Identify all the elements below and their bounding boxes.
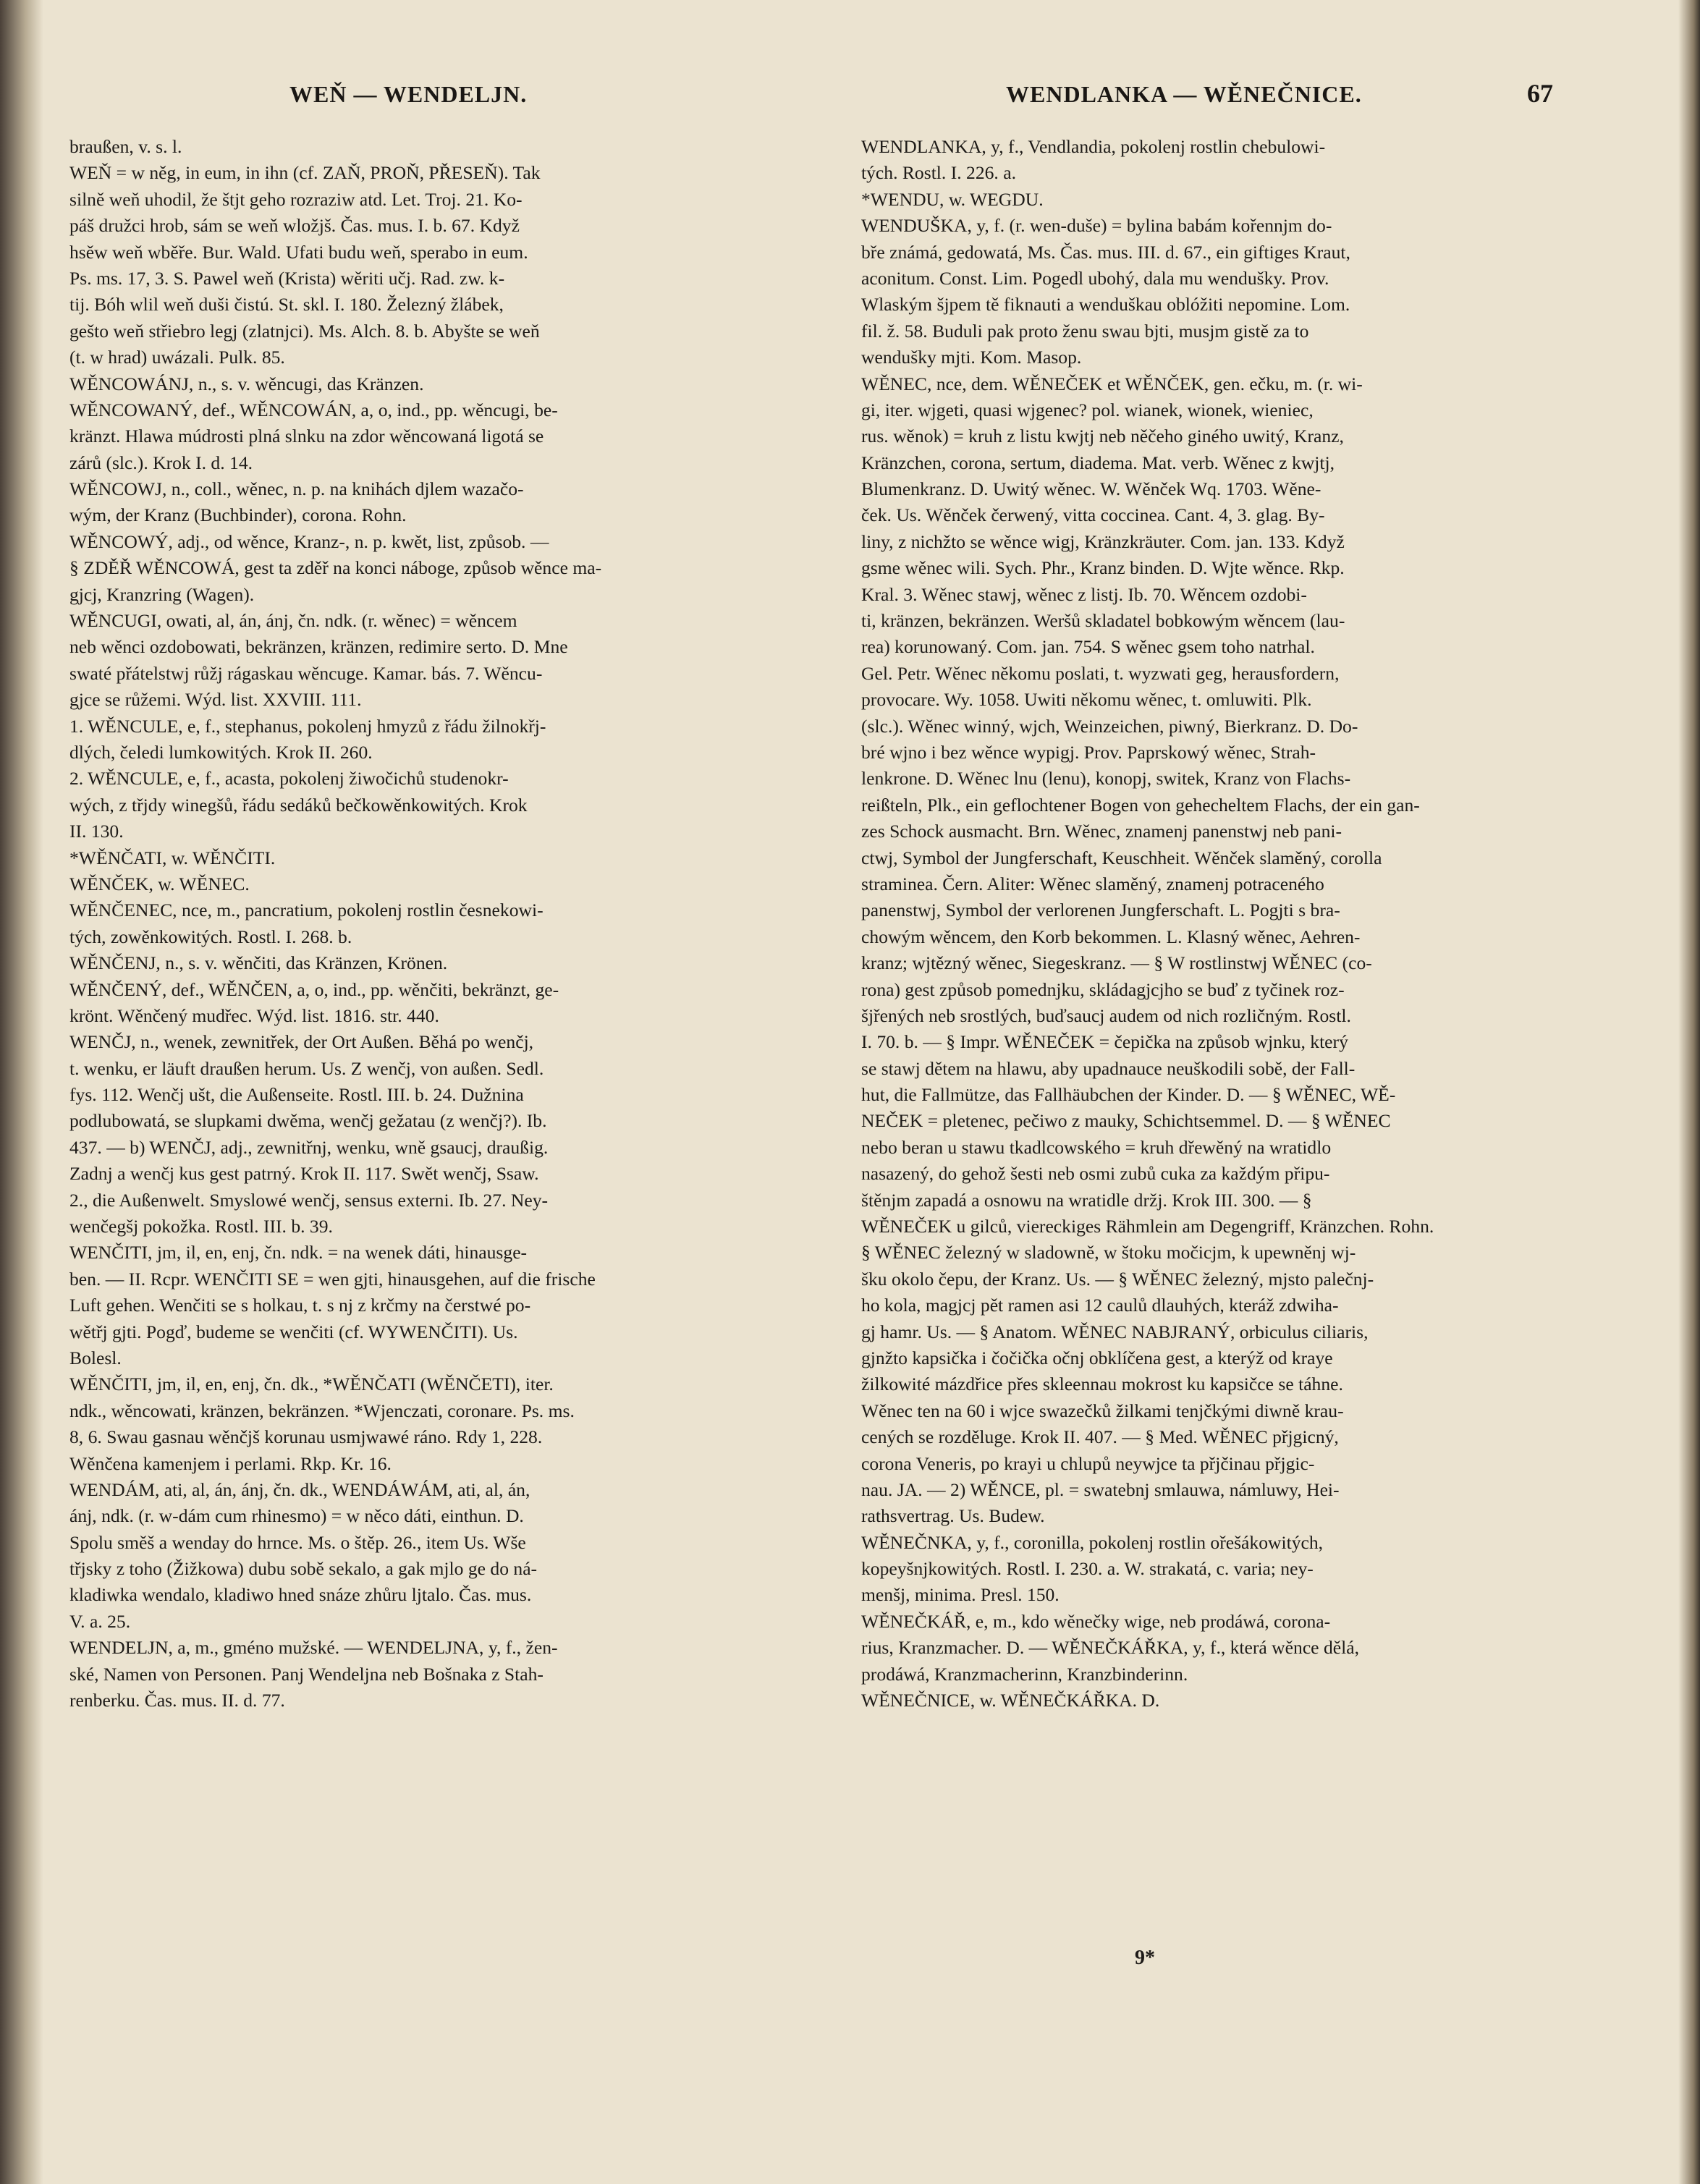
text-line: V. a. 25. — [69, 1610, 131, 1632]
text-line: Zadnj a wenčj kus gest patrný. Krok II. 117. Swět wenčj, Ssaw. — [69, 1163, 539, 1185]
text-line: rona) gest způsob pomednjku, skládagjcjho se buď z tyčinek roz- — [861, 978, 1345, 1000]
text-line: Gel. Petr. Wěnec někomu poslati, t. wyzwati geg, herausfordern, — [861, 662, 1340, 684]
text-line: nebo beran u stawu tkadlcowského = kruh dřewěný na wratidlo — [861, 1136, 1332, 1158]
text-line: Wlaským šjpem tě fiknauti a wenduškau oblóžiti nepomine. Lom. — [861, 294, 1350, 316]
text-line: WENČITI, jm, il, en, enj, čn. ndk. = na wenek dáti, hinausge- — [69, 1242, 528, 1264]
text-line: § WĚNEC železný w sladowně, w štoku močicjm, k upewněnj wj- — [861, 1242, 1356, 1264]
text-line: ti, kränzen, bekränzen. Weršů skladatel bobkowým wěncem (lau- — [861, 610, 1345, 632]
text-line: chowým wěncem, den Korb bekommen. L. Klasný wěnec, Aehren- — [861, 926, 1361, 947]
text-line: nasazený, do gehož šesti neb osmi zubů cuka za každým připu- — [861, 1163, 1330, 1185]
text-line: kränzt. Hlawa múdrosti plná slnku na zdor wěncowaná ligotá se — [69, 426, 544, 447]
text-line: hsěw weň wběře. Bur. Wald. Ufati budu weň, sperabo in eum. — [69, 241, 528, 263]
text-line: třjsky z toho (Žižkowa) dubu sobě sekalo, a gak mjlo ge do ná- — [69, 1558, 538, 1580]
text-line: Wěnec ten na 60 i wjce swazečků žilkami tenjčkými diwně krau- — [861, 1400, 1344, 1421]
text-line: wých, z třjdy winegšů, řádu sedáků bečkowěnkowitých. Krok — [69, 794, 528, 816]
book-spine-shadow — [0, 0, 43, 2184]
text-line: WĚNCUGI, owati, al, án, ánj, čn. ndk. (r. wěnec) = wěncem — [69, 610, 517, 632]
text-line: (slc.). Wěnec winný, wjch, Weinzeichen, piwný, Bierkranz. D. Do- — [861, 715, 1358, 737]
text-line: II. 130. — [69, 821, 124, 842]
text-line: WĚNCOWANÝ, def., WĚNCOWÁN, a, o, ind., pp. wěncugi, be- — [69, 399, 558, 420]
text-line: aconitum. Const. Lim. Pogedl ubohý, dala mu wendušky. Prov. — [861, 267, 1329, 289]
text-line: tých, zowěnkowitých. Rostl. I. 268. b. — [69, 926, 352, 947]
text-line: gsme wěnec wili. Sych. Phr., Kranz binden. D. Wjte wěnce. Rkp. — [861, 557, 1345, 579]
text-line: gj hamr. Us. — § Anatom. WĚNEC NABJRANÝ, orbiculus ciliaris, — [861, 1321, 1369, 1342]
text-line: ček. Us. Wěnček čerwený, vitta coccinea. Cant. 4, 3. glag. By- — [861, 504, 1325, 526]
text-line: WENDUŠKA, y, f. (r. wen-duše) = bylina babám kořennjm do- — [861, 215, 1332, 237]
signature-mark: 9* — [1135, 1947, 1155, 1969]
text-line: kladiwka wendalo, kladiwo hned snáze zhůru ljtalo. Čas. mus. — [69, 1584, 532, 1606]
text-line: wenčegšj pokožka. Rostl. III. b. 39. — [69, 1216, 333, 1237]
text-line: WĚNCOWÁNJ, n., s. v. wěncugi, das Kränzen. — [69, 373, 424, 394]
text-line: 2. WĚNCULE, e, f., acasta, pokolenj žiwočichů studenokr- — [69, 768, 509, 790]
text-line: fil. ž. 58. Buduli pak proto ženu swau bjti, musjm gistě za to — [861, 320, 1309, 342]
text-line: wým, der Kranz (Buchbinder), corona. Rohn. — [69, 504, 407, 526]
text-line: t. wenku, er läuft draußen herum. Us. Z wenčj, von außen. Sedl. — [69, 1057, 544, 1079]
running-head-left: WEŇ — WENDELJN. — [289, 81, 528, 107]
text-line: bře známá, gedowatá, Ms. Čas. mus. III. d. 67., ein giftiges Kraut, — [861, 241, 1350, 263]
text-line: WĚNČENJ, n., s. v. wěnčiti, das Kränzen, Krönen. — [69, 952, 448, 974]
text-line: ho kola, magjcj pět ramen asi 12 caulů dlauhých, kteráž zdwiha- — [861, 1295, 1339, 1316]
text-line: WEŇ = w něg, in eum, in ihn (cf. ZAŇ, PROŇ, PŘESEŇ). Tak — [69, 162, 541, 184]
text-line: WĚNČITI, jm, il, en, enj, čn. dk., *WĚNČATI (WĚNČETI), iter. — [69, 1374, 554, 1395]
text-line: gi, iter. wjgeti, quasi wjgenec? pol. wianek, wionek, wieniec, — [861, 399, 1314, 420]
text-line: Kral. 3. Wěnec stawj, wěnec z listj. Ib. 70. Wěncem ozdobi- — [861, 583, 1307, 605]
text-line: gjnžto kapsička i čočička očnj obklíčena gest, a kterýž od kraye — [861, 1347, 1333, 1368]
page-number: 67 — [1527, 79, 1553, 108]
text-line: štěnjm zapadá a osnowu na wratidle držj. Krok III. 300. — § — [861, 1189, 1312, 1211]
text-line: WĚNEČEK u gilců, viereckiges Rähmlein am Degengriff, Kränzchen. Rohn. — [861, 1216, 1434, 1237]
text-line: tých. Rostl. I. 226. a. — [861, 162, 1016, 184]
text-line: neb wěnci ozdobowati, bekränzen, kränzen, redimire serto. D. Mne — [69, 636, 568, 658]
text-line: swaté přátelstwj růžj rágaskau wěncuge. Kamar. bás. 7. Wěncu- — [69, 662, 543, 684]
text-line: WĚNČENEC, nce, m., pancratium, pokolenj rostlin česnekowi- — [69, 900, 544, 921]
text-line: se stawj dětem na hlawu, aby upadnauce neuškodili sobě, der Fall- — [861, 1057, 1356, 1079]
text-line: WENDLANKA, y, f., Vendlandia, pokolenj rostlin chebulowi- — [861, 136, 1326, 157]
text-line: zárů (slc.). Krok I. d. 14. — [69, 452, 253, 473]
text-line: zes Schock ausmacht. Brn. Wěnec, znamenj panenstwj neb pani- — [861, 821, 1342, 842]
text-line: WĚNCOWÝ, adj., od wěnce, Kranz-, n. p. kwět, list, způsob. — — [69, 530, 549, 552]
text-line: páš družci hrob, sám se weň wložjš. Čas. mus. I. b. 67. Když — [69, 215, 520, 237]
text-line: tij. Bóh wlil weň duši čistú. St. skl. I. 180. Železný žlábek, — [69, 294, 504, 316]
text-line: renberku. Čas. mus. II. d. 77. — [69, 1690, 285, 1711]
text-line: kopeyšnjkowitých. Rostl. I. 230. a. W. strakatá, c. varia; ney- — [861, 1558, 1314, 1580]
text-line: šjřených neb srostlých, buďsaucj audem od nich rozličným. Rostl. — [861, 1004, 1351, 1026]
text-line: rus. wěnok) = kruh z listu kwjtj neb něčeho giného uwitý, Kranz, — [861, 426, 1344, 447]
text-line: Blumenkranz. D. Uwitý wěnec. W. Wěnček Wq. 1703. Wěne- — [861, 478, 1321, 500]
text-line: Bolesl. — [69, 1347, 122, 1368]
text-line: menšj, minima. Presl. 150. — [861, 1584, 1060, 1606]
text-line: provocare. Wy. 1058. Uwiti někomu wěnec, t. omluwiti. Plk. — [861, 689, 1312, 711]
text-line: podlubowatá, se slupkami dwěma, wenčj gežatau (z wenčj?). Ib. — [69, 1110, 547, 1132]
text-line: prodáwá, Kranzmacherinn, Kranzbinderinn. — [861, 1663, 1188, 1685]
text-line: WENDÁM, ati, al, án, ánj, čn. dk., WENDÁWÁM, ati, al, án, — [69, 1478, 530, 1500]
running-head-right: WENDLANKA — WĚNEČNICE. — [1006, 81, 1362, 107]
text-line: Wěnčena kamenjem i perlami. Rkp. Kr. 16. — [69, 1452, 392, 1474]
text-line: silně weň uhodil, že štjt geho rozraziw atd. Let. Troj. 21. Ko- — [69, 188, 523, 210]
text-line: lenkrone. D. Wěnec lnu (lenu), konopj, switek, Kranz von Flachs- — [861, 768, 1351, 790]
text-line: žilkowité mázdřice přes skleennau mokrost ku kapsičce se táhne. — [861, 1374, 1343, 1395]
text-line: wendušky mjti. Kom. Masop. — [861, 347, 1082, 368]
text-line: *WENDU, w. WEGDU. — [861, 188, 1044, 210]
text-line: WĚNEČNICE, w. WĚNEČKÁŘKA. D. — [861, 1690, 1160, 1711]
text-line: gešto weň střiebro legj (zlatnjci). Ms. Alch. 8. b. Abyšte se weň — [69, 320, 540, 342]
text-line: gjcj, Kranzring (Wagen). — [69, 583, 255, 605]
text-line: *WĚNČATI, w. WĚNČITI. — [69, 847, 276, 868]
text-line: ské, Namen von Personen. Panj Wendeljna neb Bošnaka z Stah- — [69, 1663, 544, 1685]
text-line: rea) korunowaný. Com. jan. 754. S wěnec gsem toho natrhal. — [861, 636, 1315, 658]
text-line: 8, 6. Swau gasnau wěnčjš korunau usmjwawé ráno. Rdy 1, 228. — [69, 1426, 543, 1448]
text-line: bré wjno i bez wěnce wypigj. Prov. Paprskowý wěnec, Strah- — [861, 741, 1316, 763]
text-line: 437. — b) WENČJ, adj., zewnitřnj, wenku, wně gsaucj, draußig. — [69, 1136, 549, 1158]
text-line: 2., die Außenwelt. Smyslowé wenčj, sensus externi. Ib. 27. Ney- — [69, 1189, 549, 1211]
text-line: I. 70. b. — § Impr. WĚNEČEK = čepička na způsob wjnku, který — [861, 1031, 1348, 1053]
text-line: ánj, ndk. (r. w-dám cum rhinesmo) = w něco dáti, einthun. D. — [69, 1505, 524, 1527]
text-line: panenstwj, Symbol der verlorenen Jungferschaft. L. Pogjti s bra- — [861, 900, 1340, 921]
text-line: § ZDĚŘ WĚNCOWÁ, gest ta zděř na konci náboge, způsob wěnce ma- — [69, 557, 602, 579]
text-line: WENČJ, n., wenek, zewnitřek, der Ort Außen. Běhá po wenčj, — [69, 1031, 534, 1053]
text-line: WĚNEC, nce, dem. WĚNEČEK et WĚNČEK, gen. ečku, m. (r. wi- — [861, 373, 1363, 394]
text-line: Kränzchen, corona, sertum, diadema. Mat. verb. Wěnec z kwjtj, — [861, 452, 1335, 473]
text-line: braußen, v. s. l. — [69, 136, 182, 157]
text-line: 1. WĚNCULE, e, f., stephanus, pokolenj hmyzů z řádu žilnokřj- — [69, 715, 546, 737]
text-line: Luft gehen. Wenčiti se s holkau, t. s nj z krčmy na čerstwé po- — [69, 1295, 531, 1316]
text-line: krönt. Wěnčený mudřec. Wýd. list. 1816. str. 440. — [69, 1004, 439, 1026]
text-line: WĚNEČKÁŘ, e, m., kdo wěnečky wige, neb prodáwá, corona- — [861, 1610, 1331, 1632]
text-line: reißteln, Plk., ein geflochtener Bogen von gehecheltem Flachs, der ein gan- — [861, 794, 1420, 816]
text-line: kranz; wjtězný wěnec, Siegeskranz. — § W rostlinstwj WĚNEC (co- — [861, 952, 1372, 974]
text-line: ndk., wěncowati, kränzen, bekränzen. *Wjenczati, coronare. Ps. ms. — [69, 1400, 575, 1421]
text-line: ctwj, Symbol der Jungferschaft, Keuschheit. Wěnček slaměný, corolla — [861, 847, 1382, 868]
text-line: dlých, čeledi lumkowitých. Krok II. 260. — [69, 741, 373, 763]
text-line: WĚNČEK, w. WĚNEC. — [69, 873, 250, 894]
text-line: Ps. ms. 17, 3. S. Pawel weň (Krista) wěriti učj. Rad. zw. k- — [69, 267, 505, 289]
text-line: WĚNČENÝ, def., WĚNČEN, a, o, ind., pp. wěnčiti, bekränzt, ge- — [69, 978, 559, 1000]
left-column — [69, 134, 832, 1714]
text-line: šku okolo čepu, der Kranz. Us. — § WĚNEC železný, mjsto palečnj- — [861, 1268, 1374, 1290]
text-line: wětřj gjti. Pogď, budeme se wenčiti (cf. WYWENČITI). Us. — [69, 1321, 518, 1342]
text-line: WENDELJN, a, m., gméno mužské. — WENDELJNA, y, f., žen- — [69, 1637, 558, 1659]
text-line: cených se rozděluge. Krok II. 407. — § Med. WĚNEC přjgicný, — [861, 1426, 1339, 1448]
text-line: rius, Kranzmacher. D. — WĚNEČKÁŘKA, y, f., která wěnce dělá, — [861, 1637, 1359, 1659]
text-line: rathsvertrag. Us. Budew. — [861, 1505, 1045, 1527]
text-line: WĚNEČNKA, y, f., coronilla, pokolenj rostlin ořešákowitých, — [861, 1531, 1324, 1553]
text-line: Spolu směš a wenday do hrnce. Ms. o štěp. 26., item Us. Wše — [69, 1531, 526, 1553]
text-line: WĚNCOWJ, n., coll., wěnec, n. p. na knihách djlem wazačo- — [69, 478, 524, 500]
text-line: NEČEK = pletenec, pečiwo z mauky, Schichtsemmel. D. — § WĚNEC — [861, 1110, 1391, 1132]
text-line: fys. 112. Wenčj ušt, die Außenseite. Rostl. III. b. 24. Dužnina — [69, 1084, 524, 1106]
text-line: (t. w hrad) uwázali. Pulk. 85. — [69, 347, 285, 368]
text-line: corona Veneris, po krayi u chlupů neywjce ta přjčinau přjgic- — [861, 1452, 1315, 1474]
right-column — [861, 134, 1636, 1714]
text-line: gjce se růžemi. Wýd. list. XXVIII. 111. — [69, 689, 362, 711]
text-line: nau. JA. — 2) WĚNCE, pl. = swatebnj smlauwa, námluwy, Hei- — [861, 1478, 1340, 1500]
text-line: ben. — II. Rcpr. WENČITI SE = wen gjti, hinausgehen, auf die frische — [69, 1268, 596, 1290]
text-line: hut, die Fallmütze, das Fallhäubchen der Kinder. D. — § WĚNEC, WĚ- — [861, 1084, 1396, 1106]
page-edge-shadow — [1678, 0, 1700, 2184]
text-line: liny, z nichžto se wěnce wigj, Kränzkräuter. Com. jan. 133. Když — [861, 530, 1345, 552]
text-line: straminea. Čern. Aliter: Wěnec slaměný, znamenj potraceného — [861, 873, 1324, 894]
